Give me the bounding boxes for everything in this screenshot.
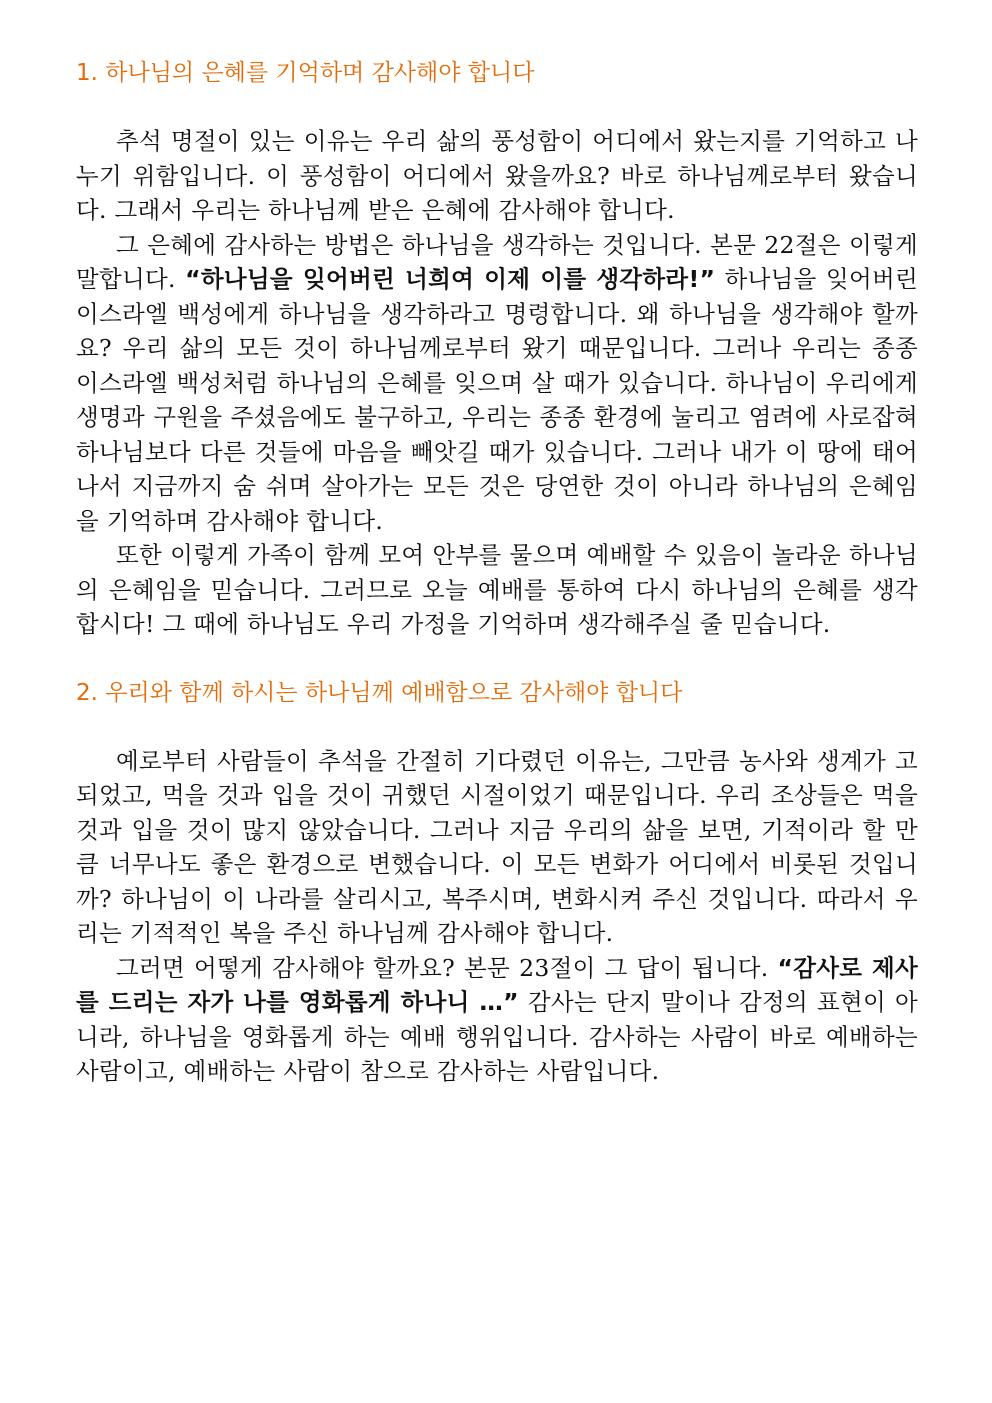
section-2-heading: 2. 우리와 함께 하시는 하나님께 예배함으로 감사해야 합니다 xyxy=(76,679,683,706)
section-2-paragraph-2 xyxy=(76,951,918,1089)
section-1-paragraph-1: 추석 명절이 있는 이유는 우리 삶의 풍성함이 어디에서 왔는지를 기억하고 나누기 위함입니다. 이 풍성함이 어디에서 왔을까요? 바로 하나님께로부터 왔습니다. 그래서 우리는 하나님께 받은 은혜에 감사해야 합니다. xyxy=(76,127,918,224)
paragraph-text: 그러면 어떻게 감사해야 할까요? 본문 23절이 그 답이 됩니다. xyxy=(116,953,778,982)
section-1-heading: 1. 하나님의 은혜를 기억하며 감사해야 합니다 xyxy=(76,60,535,86)
document-page xyxy=(76,58,918,1089)
section-1-paragraph-2 xyxy=(76,228,918,539)
scripture-quote: “감사로 제사를 드리는 자가 나를 영화롭게 하나니 …” xyxy=(76,953,918,1016)
paragraph-text: 하나님을 잊어버린 이스라엘 백성에게 하나님을 생각하라고 명령합니다. 왜 하나님을 생각해야 할까요? 우리 삶의 모든 것이 하나님께로부터 왔기 때문입니다. 그러나 우리는 종종 이스라엘 백성처럼 하나님의 은혜를 잊으며 살 때가 있습니다. 하나님이 우리에게 생명과 구원을 주셨음에도 불구하고, 우리는 종종 환경에 눌리고 염려에 사로잡혀 하나님보다 다른 것들에 마음을 빼앗길 때가 있습니다. 그러나 내가 이 땅에 태어나서 지금까지 숨 쉬며 살아가는 모든 것은 당연한 것이 아니라 하나님의 은혜임을 기억하며 감사해야 합니다. xyxy=(76,265,918,535)
paragraph-text: 그 은혜에 감사하는 방법은 하나님을 생각하는 것입니다. 본문 22절은 이렇게 말합니다. xyxy=(76,230,918,293)
section-2-paragraph-1: 예로부터 사람들이 추석을 간절히 기다렸던 이유는, 그만큼 농사와 생계가 고되었고, 먹을 것과 입을 것이 귀했던 시절이었기 때문입니다. 우리 조상들은 먹을 것과 입을 것이 많지 않았습니다. 그러나 지금 우리의 삶을 보면, 기적이라 할 만큼 너무나도 좋은 환경으로 변했습니다. 이 모든 변화가 어디에서 비롯된 것입니까? 하나님이 이 나라를 살리시고, 복주시며, 변화시켜 주신 것입니다. 따라서 우리는 기적적인 복을 주신 하나님께 감사해야 합니다. xyxy=(76,746,918,947)
paragraph-text: 감사는 단지 말이나 감정의 표현이 아니라, 하나님을 영화롭게 하는 예배 행위입니다. 감사하는 사람이 바로 예배하는 사람이고, 예배하는 사람이 참으로 감사하는 사람입니다. xyxy=(76,988,918,1085)
scripture-quote: “하나님을 잊어버린 너희여 이제 이를 생각하라!” xyxy=(185,265,716,293)
section-1-paragraph-3: 또한 이렇게 가족이 함께 모여 안부를 물으며 예배할 수 있음이 놀라운 하나님의 은혜임을 믿습니다. 그러므로 오늘 예배를 통하여 다시 하나님의 은혜를 생각합시다! 그 때에 하나님도 우리 가정을 기억하며 생각해주실 줄 믿습니다. xyxy=(76,541,918,638)
